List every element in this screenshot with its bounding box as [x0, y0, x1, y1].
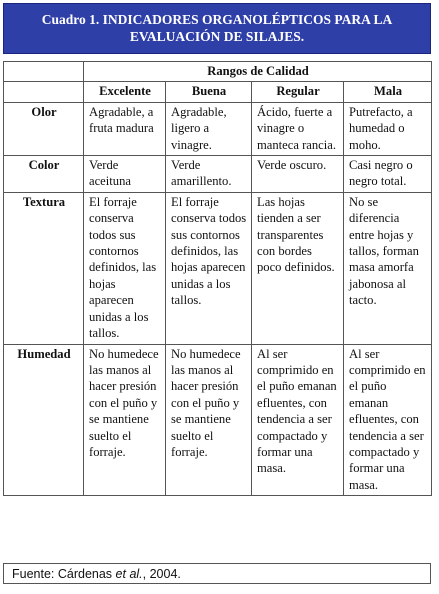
table-cell: Casi negro o negro total. — [344, 156, 432, 193]
table-cell: El forraje conserva todos sus contornos definidos, las hojas aparecen unidas a los tallos. — [84, 192, 166, 344]
table-title — [3, 3, 431, 54]
corner-cell-lower — [4, 82, 84, 102]
column-header-mala: Mala — [344, 82, 432, 102]
table-cell: Ácido, fuerte a vinagre o manteca rancia. — [252, 102, 344, 155]
table-row-olor — [4, 102, 432, 155]
table-cell: Verde amarillento. — [166, 156, 252, 193]
source-prefix: Fuente: Cárdenas — [12, 567, 116, 581]
row-label-olor: Olor — [4, 102, 84, 155]
table-row-humedad — [4, 344, 432, 496]
row-label-humedad: Humedad — [4, 344, 84, 496]
quality-indicators-table — [3, 61, 432, 496]
table-cell: No se diferencia entre hojas y tallos, forman masa amorfa jabonosa al tacto. — [344, 192, 432, 344]
source-et-al: et al. — [115, 567, 143, 581]
source-suffix: , 2004. — [142, 567, 181, 581]
table-cell: Agradable, ligero a vinagre. — [166, 102, 252, 155]
source-citation — [3, 563, 431, 584]
table-cell: Al ser comprimido en el puño emanan efluentes, con tendencia a ser compactado y formar una masa. — [344, 344, 432, 496]
table-row-color — [4, 156, 432, 193]
table-title-line-2: EVALUACIÓN DE SILAJES. — [129, 29, 305, 44]
table-cell: Verde aceituna — [84, 156, 166, 193]
column-header-row — [4, 82, 432, 102]
table-cell: Al ser comprimido en el puño emanan efluentes, con tendencia a ser compactado y formar una masa. — [252, 344, 344, 496]
table-cell: No humedece las manos al hacer presión con el puño y se mantiene suelto el forraje. — [84, 344, 166, 496]
table-cell: No humedece las manos al hacer presión con el puño y se mantiene suelto el forraje. — [166, 344, 252, 496]
table-cell: Verde oscuro. — [252, 156, 344, 193]
table-row-textura — [4, 192, 432, 344]
quality-ranges-header: Rangos de Calidad — [84, 62, 432, 82]
row-label-color: Color — [4, 156, 84, 193]
table-cell: Putrefacto, a humedad o moho. — [344, 102, 432, 155]
column-header-buena: Buena — [166, 82, 252, 102]
table-cell: Las hojas tienden a ser transparentes con bordes poco definidos. — [252, 192, 344, 344]
row-label-textura: Textura — [4, 192, 84, 344]
table-cell: Agradable, a fruta madura — [84, 102, 166, 155]
column-header-regular: Regular — [252, 82, 344, 102]
corner-cell — [4, 62, 84, 82]
column-header-excelente: Excelente — [84, 82, 166, 102]
group-header-row — [4, 62, 432, 82]
table-cell: El forraje conserva todos sus contornos definidos, las hojas aparecen unidas a los tallos. — [166, 192, 252, 344]
table-title-line-1: Cuadro 1. INDICADORES ORGANOLÉPTICOS PARA LA — [41, 12, 393, 27]
